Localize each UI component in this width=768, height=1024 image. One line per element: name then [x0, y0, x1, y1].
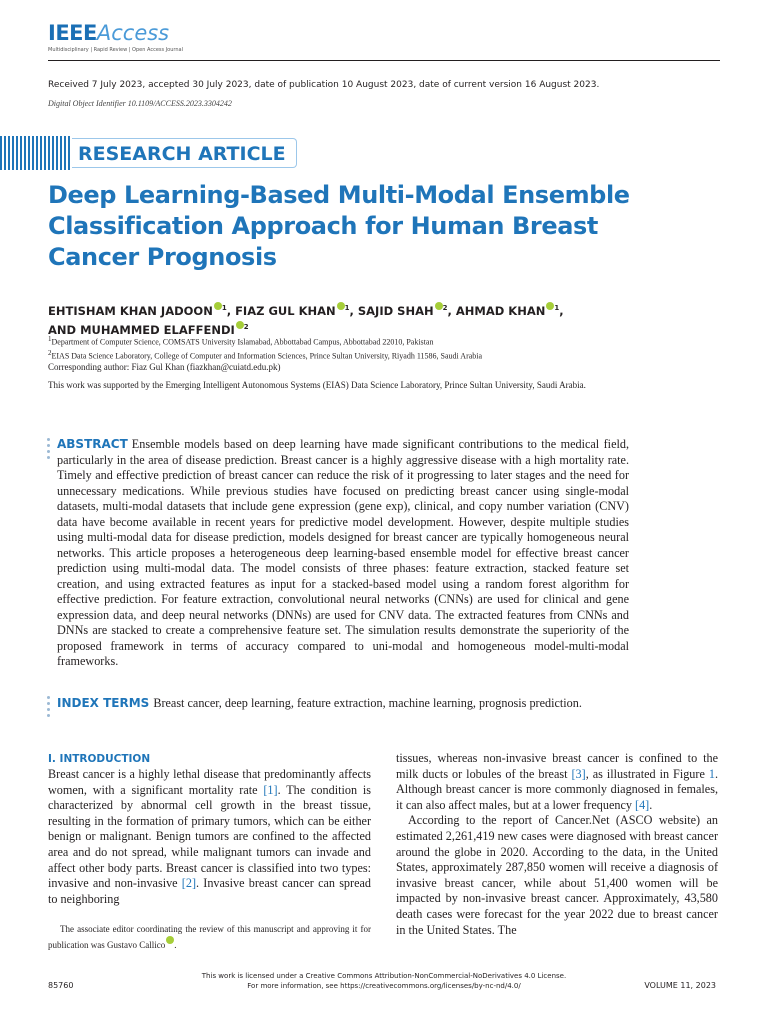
author-affiliation-mark: 2 — [243, 322, 249, 331]
author-separator: , — [447, 303, 456, 318]
affiliation-number: 1 — [48, 335, 52, 343]
text-run: . — [649, 797, 653, 812]
text-run: . Although breast cancer is more commonly diagnosed in females, it can also affect males, but at a lower frequency — [396, 766, 718, 812]
received-line: Received 7 July 2023, accepted 30 July 2023, date of publication 10 August 2023, date of current version 16 August 2023. — [48, 80, 600, 90]
editor-footnote-end: . — [174, 940, 177, 950]
page-number: 85760 — [48, 981, 74, 990]
text-run: Breast cancer is a highly lethal disease that predominantly affects women, with a significant mortality rate — [48, 767, 371, 797]
affiliations — [48, 334, 728, 361]
abstract-text: Ensemble models based on deep learning have made significant contributions to the medical field, particularly in the area of disease prediction. Breast cancer is a highly aggressive disease with a high mortality rate. Timely and effective prediction of breast cancer can reduce the risk of it progressing to later stages and the need for unnecessary medications. While previous studies have focused on predicting breast cancer using single-modal datasets, multi-modal datasets that include gene expression (gene exp), clinical, and copy number variation (CNV) data have become available in recent years for predictive model development. However, despite multiple studies using multi-modal data for disease prediction, models designed for breast cancer are typically homogeneous neural networks. This article proposes a heterogeneous deep learning-based ensemble model for effective breast cancer prediction using multi-modal data. The model consists of three phases: feature extraction, stacked feature set creation, and using extracted features as input for a stacked-based model using a random forest algorithm for effective prediction. For feature extraction, convolutional neural networks (CNNs) are used for clinical and gene expression data, and deep neural networks (DNNs) are used for CNV data. The extracted features from CNNs and DNNs are stacked to create a comprehensive feature set. The simulation results demonstrate the superiority of the proposed framework in terms of accuracy compared to uni-modal and homogeneous model-multi-modal frameworks. — [57, 437, 629, 668]
license-line-2[interactable]: For more information, see https://creativecommons.org/licenses/by-nc-nd/4.0/ — [247, 982, 521, 990]
abstract-heading: ABSTRACT — [57, 437, 128, 451]
abstract — [57, 437, 629, 670]
license-line-1: This work is licensed under a Creative Commons Attribution-NonCommercial-NoDerivatives 4.0 License. — [201, 972, 567, 980]
text-run: . The condition is characterized by abnormal cell growth in the breast tissue, resulting in the formation of primary tumors, which can be either benign or malignant. Benign tumors are confined to the affected area and do not spread, while malignant tumors can invade and affect other body parts. Breast cancer is classified into two types: invasive and non-invasive — [48, 782, 371, 891]
author-affiliation-mark: 1 — [221, 304, 227, 312]
article-type-label: RESEARCH ARTICLE — [72, 138, 297, 168]
text-run: . Invasive breast cancer can spread to neighboring — [48, 876, 371, 906]
index-terms-marker-dots — [47, 696, 50, 720]
affiliation-text: Department of Computer Science, COMSATS University Islamabad, Abbottabad Campus, Abbottabad 22010, Pakistan — [51, 337, 434, 347]
citation-link[interactable]: [2] — [181, 876, 197, 891]
index-terms — [57, 695, 697, 711]
orcid-icon[interactable] — [236, 321, 244, 329]
author-4[interactable] — [456, 304, 559, 318]
author-separator: , — [349, 303, 358, 318]
journal-brand-bold: IEEE — [48, 21, 97, 45]
affiliation-2 — [48, 348, 728, 362]
author-name: AHMAD KHAN — [455, 303, 546, 318]
doi-line: Digital Object Identifier 10.1109/ACCESS.2023.3304242 — [48, 99, 232, 108]
intro-paragraph-1-cont — [396, 751, 718, 813]
journal-tagline: Multidisciplinary | Rapid Review | Open Access Journal — [48, 47, 183, 53]
author-list — [48, 300, 708, 338]
text-run: , as illustrated in Figure — [585, 766, 709, 781]
banner-stripes — [0, 136, 70, 170]
section-heading-introduction: I. INTRODUCTION — [48, 753, 151, 765]
orcid-icon[interactable] — [214, 302, 222, 310]
editor-footnote — [48, 922, 371, 952]
journal-logo — [48, 22, 183, 53]
corresponding-author: Corresponding author: Fiaz Gul Khan (fiazkhan@cuiatd.edu.pk) — [48, 362, 281, 372]
orcid-icon[interactable] — [435, 302, 443, 310]
left-column — [48, 751, 371, 907]
volume-label: VOLUME 11, 2023 — [644, 981, 716, 990]
citation-link[interactable]: [4] — [635, 797, 650, 812]
affiliation-1 — [48, 334, 728, 348]
orcid-icon[interactable] — [337, 302, 345, 310]
author-name: SAJID SHAH — [357, 303, 434, 318]
intro-paragraph-1 — [48, 767, 371, 907]
author-name: AND MUHAMMED ELAFFENDI — [48, 322, 235, 337]
author-separator: , — [559, 303, 564, 318]
author-affiliation-mark: 1 — [344, 304, 350, 312]
author-1[interactable] — [48, 304, 227, 318]
author-2[interactable] — [235, 304, 349, 318]
abstract-marker-dots — [47, 438, 50, 462]
right-column — [396, 751, 718, 938]
author-separator: , — [226, 303, 236, 318]
affiliation-text: EIAS Data Science Laboratory, College of Computer and Information Sciences, Prince Sultan University, Riyadh 11586, Saudi Arabia — [51, 351, 483, 361]
author-affiliation-mark: 1 — [554, 304, 560, 312]
author-affiliation-mark: 2 — [442, 304, 448, 312]
journal-brand-italic: Access — [96, 21, 170, 45]
article-title: Deep Learning-Based Multi-Modal Ensemble Classification Approach for Human Breast Cancer Prognosis — [48, 181, 630, 271]
editor-footnote-text: The associate editor coordinating the review of this manuscript and approving it for publication was Gustavo Callico — [48, 924, 371, 950]
figure-link[interactable]: 1 — [708, 766, 715, 781]
citation-link[interactable]: [3] — [571, 766, 586, 781]
funding-statement: This work was supported by the Emerging Intelligent Autonomous Systems (EIAS) Data Science Laboratory, Prince Sultan University, Saudi Arabia. — [48, 380, 586, 390]
index-terms-heading: INDEX TERMS — [57, 696, 150, 710]
citation-link[interactable]: [1] — [263, 782, 278, 797]
text-run: tissues, whereas non-invasive breast cancer is confined to the milk ducts or lobules of the breast — [396, 751, 718, 781]
author-name: EHTISHAM KHAN JADOON — [48, 303, 213, 318]
author-name: FIAZ GUL KHAN — [235, 303, 336, 318]
affiliation-number: 2 — [48, 348, 52, 357]
index-terms-text: Breast cancer, deep learning, feature extraction, machine learning, prognosis prediction. — [153, 696, 582, 710]
intro-paragraph-2: According to the report of Cancer.Net (ASCO website) an estimated 2,261,419 new cases were diagnosed with breast cancer around the globe in 2020. According to the data, in the United States, approximately 287,850 women will receive a diagnosis of invasive breast cancer, while about 51,400 women will be impacted by non-invasive breast cancer. Approximately, 43,580 death cases were forecast for the year 2022 due to breast cancer in the United States. The — [396, 813, 718, 937]
author-3[interactable] — [358, 304, 448, 318]
article-type-banner — [0, 136, 286, 170]
header-divider — [48, 60, 720, 61]
